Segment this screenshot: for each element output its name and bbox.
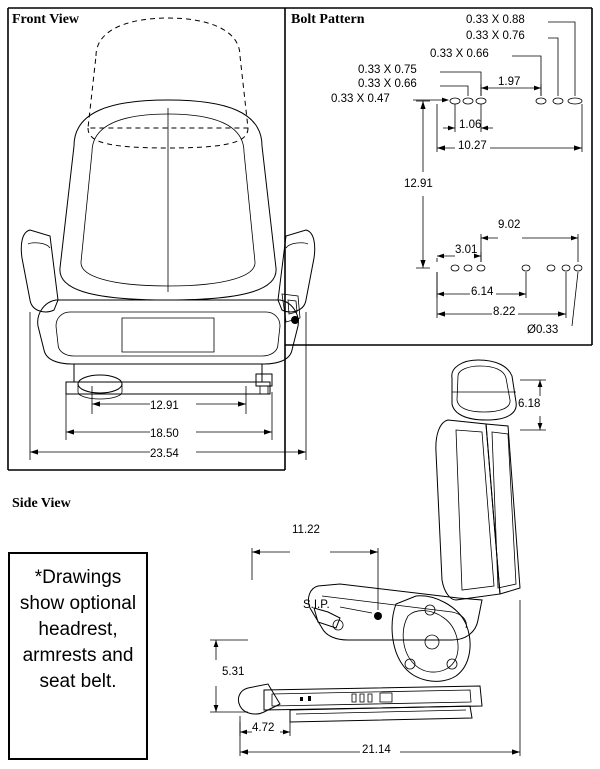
bolt-dim-9-02: 9.02 [498,219,521,231]
side-view-title: Side View [12,496,71,511]
bolt-label-0: 0.33 X 0.88 [466,14,525,26]
side-view-seat-drawing [238,360,520,722]
bolt-label-5: 0.33 X 0.47 [331,93,390,105]
bolt-label-1: 0.33 X 0.76 [466,30,525,42]
front-dim-12-91: 12.91 [150,400,179,412]
side-annotation-sip: S.I.P. [303,599,330,611]
side-view-dimension-lines [210,380,546,756]
bolt-dim-12-91: 12.91 [404,178,433,190]
bolt-pattern-drawing [413,22,582,326]
bolt-label-3: 0.33 X 0.75 [358,64,417,76]
front-view-seat-drawing [21,18,314,399]
bolt-dim-10-27: 10.27 [458,140,487,152]
bolt-dim-1-97: 1.97 [498,76,521,88]
bolt-dim-diameter: Ø0.33 [527,324,559,336]
front-dim-18-50: 18.50 [150,428,179,440]
side-dim-21-14: 21.14 [362,744,391,756]
bolt-label-2: 0.33 X 0.66 [430,48,489,60]
side-dim-5-31: 5.31 [222,666,245,678]
note-text: *Drawings show optional headrest, armrests and seat belt. [19,567,137,692]
bolt-dim-8-22: 8.22 [493,306,516,318]
bolt-dim-1-06: 1.06 [459,119,482,131]
side-dim-6-18: 6.18 [518,398,541,410]
bolt-label-4: 0.33 X 0.66 [358,78,417,90]
bolt-dim-3-01: 3.01 [455,244,478,256]
front-dim-23-54: 23.54 [150,448,179,460]
side-dim-11-22: 11.22 [292,524,320,536]
bolt-pattern-title: Bolt Pattern [291,12,365,27]
side-dim-4-72: 4.72 [252,722,275,734]
bolt-dim-6-14: 6.14 [471,286,494,298]
front-view-title: Front View [12,12,80,27]
